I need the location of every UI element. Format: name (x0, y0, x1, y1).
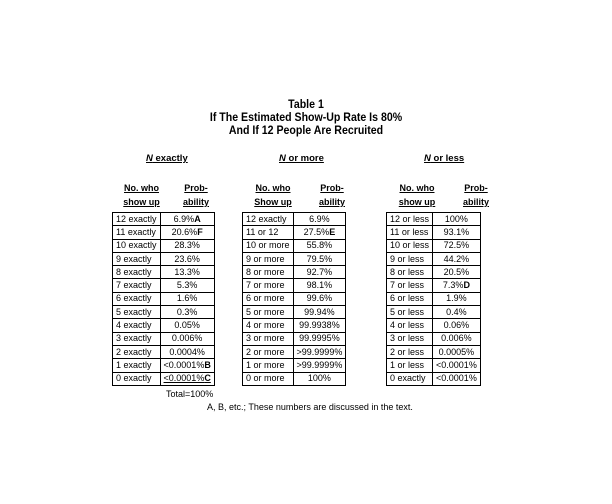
column-header-line-2: Show up (254, 197, 292, 207)
probability-value: 98.1% (306, 280, 333, 291)
probability-value: 23.6% (174, 253, 200, 264)
column-header-who (386, 181, 448, 209)
reference-mark: E (329, 226, 336, 237)
section-title-n-or-less (424, 153, 464, 164)
reference-mark: B (204, 359, 211, 370)
cell-probability (293, 332, 346, 345)
table-row (113, 213, 215, 226)
probability-value: 72.5% (443, 240, 470, 251)
column-header-who (112, 181, 171, 209)
table-row (387, 213, 481, 226)
cell-show-up-count: 10 or more (243, 239, 294, 252)
section-title-rest: or more (285, 153, 324, 164)
column-header-line-1: No. who (124, 183, 159, 193)
column-header-line-1: No. who (255, 183, 291, 193)
column-header-line-1: No. who (399, 183, 435, 193)
table-row (243, 292, 346, 305)
cell-probability (160, 252, 214, 265)
cell-probability (160, 319, 214, 332)
table-row (113, 266, 215, 279)
cell-probability (433, 319, 481, 332)
table-row (113, 372, 215, 385)
cell-show-up-count: 4 or less (387, 319, 433, 332)
probability-value: 99.9995% (299, 333, 340, 344)
probability-value: 6.9% (309, 213, 330, 224)
probability-value: 55.8% (306, 240, 333, 251)
section-title-n-exactly (146, 153, 188, 164)
probability-value: 92.7% (306, 266, 333, 277)
probability-value: 28.3% (174, 240, 200, 251)
cell-show-up-count: 6 exactly (113, 292, 161, 305)
cell-probability (433, 306, 481, 319)
column-header-line-2: ability (462, 197, 489, 207)
probability-value: 0.06% (443, 320, 470, 331)
table-n-exactly (112, 212, 215, 386)
cell-show-up-count: 7 exactly (113, 279, 161, 292)
cell-show-up-count: 3 or more (243, 332, 294, 345)
probability-value: 99.94% (304, 306, 335, 317)
table-row (243, 239, 346, 252)
column-header-line-2: show up (123, 197, 160, 207)
cell-show-up-count: 1 exactly (113, 359, 161, 372)
probability-value: 13.3% (174, 266, 200, 277)
cell-show-up-count: 1 or less (387, 359, 433, 372)
probability-value: 100% (307, 373, 331, 384)
table-row (243, 279, 346, 292)
column-header-line-2: show up (398, 197, 436, 207)
column-header-probability (448, 181, 504, 209)
table-row (387, 239, 481, 252)
probability-value: 44.2% (443, 253, 470, 264)
probability-value: 100% (444, 213, 468, 224)
probability-value: 0.05% (174, 320, 200, 331)
table-row (243, 345, 346, 358)
cell-show-up-count: 1 or more (243, 359, 294, 372)
probability-value: <0.0001% (163, 359, 205, 370)
cell-probability (160, 332, 214, 345)
cell-show-up-count: 8 exactly (113, 266, 161, 279)
table-row (243, 266, 346, 279)
reference-mark: D (463, 280, 470, 291)
cell-probability (433, 239, 481, 252)
cell-probability (160, 266, 214, 279)
cell-show-up-count: 0 exactly (113, 372, 161, 385)
table-row (113, 279, 215, 292)
cell-probability (433, 292, 481, 305)
cell-show-up-count: 8 or less (387, 266, 433, 279)
cell-probability (293, 319, 346, 332)
probability-value: >99.9999% (296, 359, 343, 370)
probability-value: 1.9% (446, 293, 467, 304)
column-header-line-1: Prob- (184, 183, 208, 193)
cell-probability (160, 239, 214, 252)
cell-probability (293, 226, 346, 239)
cell-probability (433, 372, 481, 385)
table-n-or-more (242, 212, 346, 386)
probability-value: 99.9938% (299, 320, 340, 331)
cell-probability (160, 372, 214, 385)
cell-probability (160, 226, 214, 239)
cell-probability (293, 292, 346, 305)
table-row (243, 372, 346, 385)
cell-probability (293, 213, 346, 226)
probability-value: 99.6% (306, 293, 333, 304)
column-header-line-2: ability (318, 197, 345, 207)
probability-value: 93.1% (443, 226, 470, 237)
section-title-rest: or less (430, 153, 465, 164)
section-title-n: N (279, 153, 286, 164)
cell-show-up-count: 8 or more (243, 266, 294, 279)
table-row (243, 252, 346, 265)
cell-probability (433, 266, 481, 279)
probability-value: 0.4% (446, 306, 467, 317)
cell-show-up-count: 7 or less (387, 279, 433, 292)
table-row (113, 319, 215, 332)
table-row (243, 306, 346, 319)
probability-value: 20.5% (443, 266, 470, 277)
cell-show-up-count: 3 or less (387, 332, 433, 345)
cell-show-up-count: 0 or more (243, 372, 294, 385)
cell-probability (160, 213, 214, 226)
cell-probability (433, 213, 481, 226)
table-row (113, 306, 215, 319)
cell-probability (293, 239, 346, 252)
cell-probability (293, 345, 346, 358)
reference-mark: A (194, 213, 201, 224)
table-row (387, 266, 481, 279)
cell-show-up-count: 4 exactly (113, 319, 161, 332)
cell-show-up-count: 5 or less (387, 306, 433, 319)
table-row (387, 292, 481, 305)
table-row (243, 332, 346, 345)
cell-show-up-count: 5 or more (243, 306, 294, 319)
column-header-probability (171, 181, 221, 209)
column-header-line-1: Prob- (464, 183, 488, 193)
probability-value: 1.6% (176, 293, 198, 304)
table-row (387, 279, 481, 292)
table-row (387, 372, 481, 385)
cell-show-up-count: 12 exactly (243, 213, 294, 226)
table-title-block (24, 99, 587, 138)
cell-show-up-count: 9 exactly (113, 252, 161, 265)
column-header-probability (304, 181, 360, 209)
probability-value: 6.9% (173, 213, 195, 224)
probability-value: >99.9999% (296, 346, 343, 357)
total-note: Total=100% (166, 389, 214, 399)
cell-probability (433, 332, 481, 345)
section-title-n-or-more (279, 153, 324, 164)
probability-value: 20.6% (171, 226, 198, 237)
cell-show-up-count: 4 or more (243, 319, 294, 332)
probability-value: 7.3% (442, 280, 464, 291)
table-row (113, 292, 215, 305)
cell-show-up-count: 11 or 12 (243, 226, 294, 239)
cell-show-up-count: 10 exactly (113, 239, 161, 252)
footnote: A, B, etc.; These numbers are discussed in the text. (207, 402, 413, 412)
cell-show-up-count: 9 or less (387, 252, 433, 265)
cell-probability (293, 359, 346, 372)
cell-probability (433, 252, 481, 265)
table-title-line-2: And If 12 People Are Recruited (228, 125, 384, 137)
column-header-line-1: Prob- (320, 183, 344, 193)
cell-probability (160, 345, 214, 358)
cell-show-up-count: 11 exactly (113, 226, 161, 239)
cell-show-up-count: 12 or less (387, 213, 433, 226)
table-row (387, 345, 481, 358)
table-title-line-1: If The Estimated Show-Up Rate Is 80% (209, 112, 403, 124)
probability-value: <0.0001% (436, 359, 477, 370)
cell-show-up-count: 7 or more (243, 279, 294, 292)
table-row (113, 252, 215, 265)
probability-value: 79.5% (306, 253, 333, 264)
cell-show-up-count: 10 or less (387, 239, 433, 252)
table-row (243, 319, 346, 332)
section-title-n: N (146, 153, 153, 164)
cell-show-up-count: 12 exactly (113, 213, 161, 226)
table-number: Table 1 (288, 99, 324, 111)
probability-value: 5.3% (176, 280, 198, 291)
cell-show-up-count: 2 exactly (113, 345, 161, 358)
cell-probability (433, 359, 481, 372)
reference-mark: C (204, 373, 211, 384)
cell-show-up-count: 2 or less (387, 345, 433, 358)
cell-show-up-count: 5 exactly (113, 306, 161, 319)
table-row (243, 226, 346, 239)
cell-probability (293, 279, 346, 292)
cell-probability (293, 252, 346, 265)
cell-probability (433, 226, 481, 239)
column-header-line-2: ability (182, 197, 209, 207)
table-row (113, 226, 215, 239)
cell-probability (293, 372, 346, 385)
cell-probability (160, 359, 214, 372)
cell-probability (433, 345, 481, 358)
cell-probability (160, 279, 214, 292)
probability-value: 0.3% (176, 306, 198, 317)
cell-probability (433, 279, 481, 292)
probability-value: 0.006% (441, 333, 472, 344)
cell-show-up-count: 9 or more (243, 252, 294, 265)
table-row (243, 213, 346, 226)
table-row (113, 239, 215, 252)
table-row (387, 306, 481, 319)
cell-show-up-count: 3 exactly (113, 332, 161, 345)
cell-show-up-count: 11 or less (387, 226, 433, 239)
cell-show-up-count: 0 exactly (387, 372, 433, 385)
cell-probability (293, 266, 346, 279)
table-row (387, 226, 481, 239)
table-row (243, 359, 346, 372)
column-header-who (242, 181, 304, 209)
section-title-rest: exactly (152, 153, 188, 164)
cell-show-up-count: 2 or more (243, 345, 294, 358)
probability-value: 0.0004% (169, 346, 205, 357)
cell-show-up-count: 6 or more (243, 292, 294, 305)
cell-show-up-count: 6 or less (387, 292, 433, 305)
cell-probability (160, 292, 214, 305)
probability-value: 0.0005% (438, 346, 475, 357)
table-row (113, 345, 215, 358)
section-title-n: N (424, 153, 431, 164)
probability-value: <0.0001% (436, 373, 477, 384)
table-row (387, 332, 481, 345)
table-row (113, 359, 215, 372)
cell-probability (293, 306, 346, 319)
reference-mark: F (197, 226, 203, 237)
probability-value: 0.006% (171, 333, 203, 344)
table-n-or-less (386, 212, 481, 386)
table-row (387, 359, 481, 372)
probability-value: 27.5% (303, 226, 330, 237)
table-row (387, 252, 481, 265)
table-row (113, 332, 215, 345)
probability-value: <0.0001% (163, 373, 205, 384)
table-row (387, 319, 481, 332)
cell-probability (160, 306, 214, 319)
